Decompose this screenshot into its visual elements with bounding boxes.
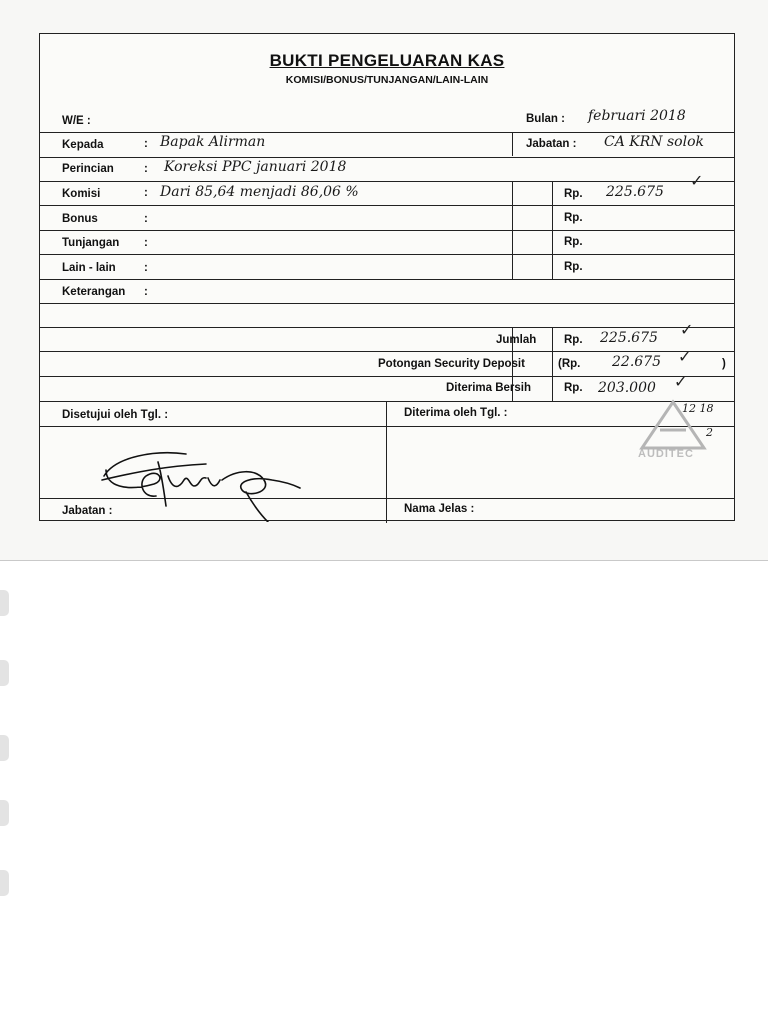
col-divider	[386, 401, 387, 523]
jabatan-value: CA KRN solok	[604, 134, 704, 150]
diterima-bersih-amount: 203.000	[598, 380, 656, 396]
row-divider	[40, 376, 734, 377]
rp-label: Rp.	[564, 261, 583, 273]
jumlah-amount: 225.675	[600, 330, 658, 346]
row-divider	[40, 279, 734, 280]
row-divider	[40, 181, 734, 182]
bulan-value: februari 2018	[588, 108, 686, 124]
rp-label: Rp.	[564, 334, 583, 346]
diterima-date: 12 18	[682, 402, 714, 415]
rp-label: Rp.	[564, 382, 583, 394]
colon: :	[144, 187, 148, 199]
check-mark: ✓	[680, 322, 694, 339]
row-divider	[40, 401, 734, 402]
colon: :	[144, 163, 148, 175]
row-divider	[40, 254, 734, 255]
komisi-amount: 225.675	[606, 184, 664, 200]
colon: :	[144, 262, 148, 274]
komisi-label: Komisi	[62, 188, 101, 200]
punch-hole	[0, 660, 9, 686]
kepada-value: Bapak Alirman	[160, 134, 266, 150]
punch-hole	[0, 800, 9, 826]
col-divider	[512, 132, 513, 156]
stamp-text: AUDITEC	[638, 448, 694, 460]
tunjangan-label: Tunjangan	[62, 237, 120, 249]
voucher-form	[39, 33, 735, 521]
check-mark: ✓	[690, 173, 704, 190]
potongan-amount: 22.675	[612, 354, 661, 370]
row-divider	[40, 426, 734, 427]
colon: :	[144, 237, 148, 249]
check-mark: ✓	[674, 374, 688, 391]
row-divider	[40, 303, 734, 304]
komisi-value: Dari 85,64 menjadi 86,06 %	[160, 184, 359, 200]
row-divider	[40, 230, 734, 231]
diterima-mark: 2	[706, 426, 713, 439]
punch-hole	[0, 870, 9, 896]
form-title: BUKTI PENGELUARAN KAS	[269, 51, 505, 70]
row-divider	[40, 132, 734, 133]
keterangan-label: Keterangan	[62, 286, 126, 298]
colon: :	[144, 213, 148, 225]
jabatan-footer-label: Jabatan :	[62, 505, 113, 517]
row-divider	[40, 205, 734, 206]
col-divider	[552, 181, 553, 279]
check-mark: ✓	[678, 349, 692, 366]
perincian-value: Koreksi PPC januari 2018	[164, 159, 347, 175]
row-divider	[40, 157, 734, 158]
rp-label: Rp.	[564, 212, 583, 224]
bonus-label: Bonus	[62, 213, 98, 225]
rp-label: Rp.	[564, 236, 583, 248]
we-label: W/E :	[62, 115, 91, 127]
rp-label: Rp.	[564, 188, 583, 200]
jumlah-label: Jumlah	[496, 334, 537, 346]
close-paren: )	[722, 358, 726, 370]
col-divider	[552, 327, 553, 401]
row-divider	[40, 327, 734, 328]
disetujui-label: Disetujui oleh Tgl. :	[62, 409, 169, 421]
colon: :	[144, 138, 148, 150]
row-divider	[40, 351, 734, 352]
rp-open-label: (Rp.	[558, 358, 581, 370]
punch-hole	[0, 735, 9, 761]
jabatan-label: Jabatan :	[526, 138, 577, 150]
col-divider	[512, 181, 513, 279]
bulan-label: Bulan :	[526, 113, 565, 125]
signature-image	[96, 436, 306, 522]
kepada-label: Kepada	[62, 139, 104, 151]
form-subtitle: KOMISI/BONUS/TUNJANGAN/LAIN-LAIN	[285, 74, 489, 86]
perincian-label: Perincian	[62, 163, 114, 175]
diterima-bersih-label: Diterima Bersih	[446, 382, 532, 394]
page-edge	[0, 560, 768, 561]
nama-jelas-label: Nama Jelas :	[404, 503, 475, 515]
potongan-label: Potongan Security Deposit	[378, 358, 525, 370]
lain-lain-label: Lain - lain	[62, 262, 116, 274]
punch-hole	[0, 590, 9, 616]
diterima-label: Diterima oleh Tgl. :	[404, 407, 508, 419]
colon: :	[144, 286, 148, 298]
